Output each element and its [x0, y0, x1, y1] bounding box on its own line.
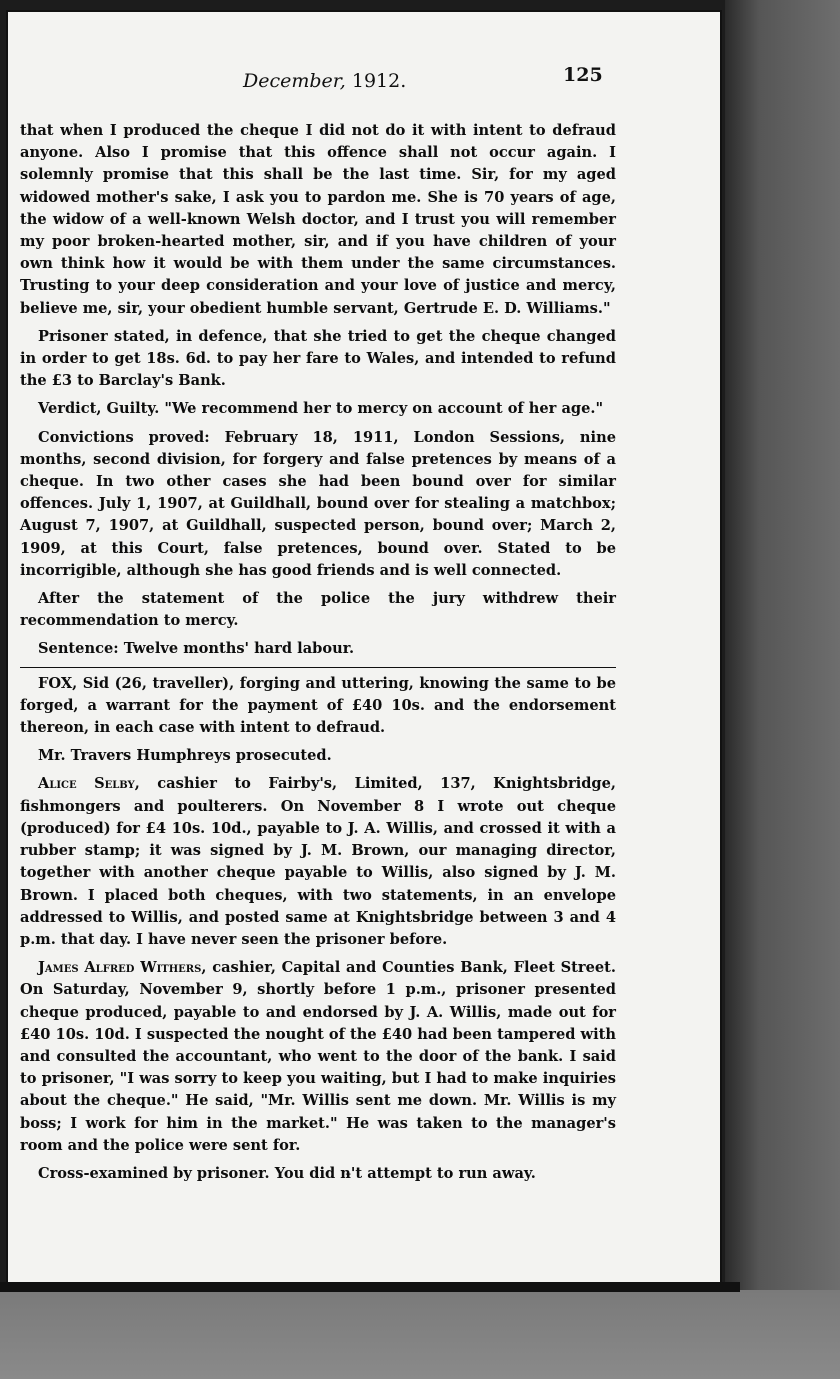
case-divider [20, 667, 616, 668]
witness-testimony-selby: cashier to Fairby's, Limited, 137, Knightsbridge, fishmongers and poulterers. On November 8 I wrote out cheque (produced) for £4 10s. 10d., payable to J. A. Willis, and crossed it with a rubber stamp; it was signed by J. M. Brown, our managing director, together with another cheque payable to Willis, also signed by J. M. Brown. I placed both cheques, with two statements, in an envelope addressed to Willis, and posted same at Knightsbridge between 3 and 4 p.m. that day. I have never seen the prisoner before. [20, 775, 617, 948]
paragraph-witness-selby [20, 773, 616, 951]
book-page [8, 12, 720, 1282]
page-number: 125 [563, 64, 603, 86]
running-head [243, 70, 406, 92]
witness-name-withers: James Alfred Withers, [38, 959, 207, 977]
paragraph-witness-withers [20, 957, 616, 1157]
paragraph-defence: Prisoner stated, in defence, that she tried to get the cheque changed in order to get 18s. 6d. to pay her fare to Wales, and intended to refund the £3 to Barclay's Bank. [20, 327, 616, 390]
running-head-year: 1912. [351, 70, 407, 92]
page-shadow [0, 1282, 740, 1292]
page-header [8, 64, 720, 100]
witness-testimony-withers: cashier, Capital and Counties Bank, Fleet Street. On Saturday, November 9, shortly before 1 p.m., prisoner presented cheque produced, payable to and endorsed by J. A. Willis, made out for £40 10s. 10d. I suspected the nought of the £40 had been tampered with and consulted the accountant, who went to the door of the bank. I said to prisoner, "I was sorry to keep you waiting, but I had to make inquiries about the cheque." He said, "Mr. Willis sent me down. Mr. Willis is my boss; I work for him in the market." He was taken to the manager's room and the police were sent for. [20, 959, 616, 1154]
paragraph-letter-end: that when I produced the cheque I did not do it with intent to defraud anyone. Also I promise that this offence shall not occur again. I solemnly promise that this shall be the last time. Sir, for my aged widowed mother's sake, I ask you to pardon me. She is 70 years of age, the widow of a well-known Welsh doctor, and I trust you will remember my poor broken-hearted mother, sir, and if you have children of your own think how it would be with them under the same circumstances. Trusting to your deep consideration and your love of justice and mercy, believe me, sir, your obedient humble servant, Gertrude E. D. Williams." [20, 122, 616, 317]
paragraph-verdict: Verdict, Guilty. "We recommend her to mercy on account of her age." [38, 400, 604, 418]
paragraph-sentence: Sentence: Twelve months' hard labour. [38, 640, 355, 658]
paragraph-convictions: Convictions proved: February 18, 1911, London Sessions, nine months, second division, for forgery and false pretences by means of a cheque. In two other cases she had been bound over for similar offences. July 1, 1907, at Guildhall, bound over for stealing a matchbox; August 7, 1907, at Guildhall, suspected person, bound over; March 2, 1909, at this Court, false pretences, bound over. Stated to be incorrigible, although she has good friends and is well connected. [20, 428, 616, 579]
paragraph-fox-charge: FOX, Sid (26, traveller), forging and uttering, knowing the same to be forged, a warrant for the payment of £40 10s. and the endorsement thereon, in each case with intent to defraud. [20, 674, 616, 737]
page-body [20, 120, 616, 1185]
witness-name-selby: Alice Selby, [38, 775, 140, 793]
paragraph-cross-examination: Cross-examined by prisoner. You did n̵'t attempt to run away. [38, 1164, 536, 1182]
background-right [725, 0, 840, 1379]
background-bottom [0, 1290, 840, 1379]
paragraph-police-statement: After the statement of the police the jury withdrew their recommendation to mercy. [20, 590, 616, 630]
paragraph-prosecutor: Mr. Travers Humphreys prosecuted. [38, 747, 332, 765]
running-head-month: December, [243, 70, 346, 92]
